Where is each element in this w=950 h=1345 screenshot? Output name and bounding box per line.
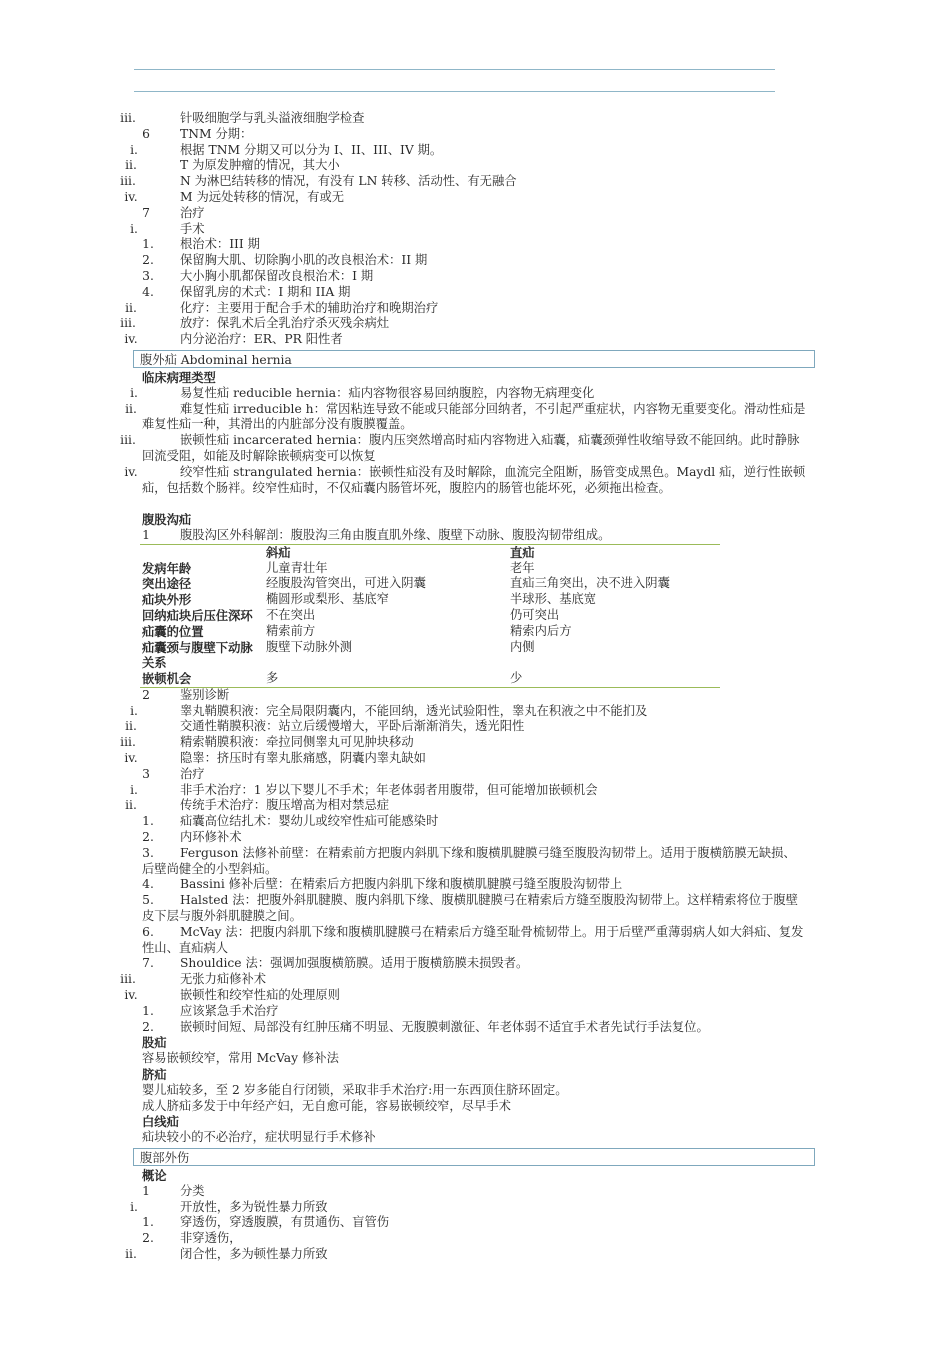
list-item bbox=[0, 127, 950, 143]
section-box-abdominal-hernia: 腹外疝 Abdominal hernia bbox=[133, 350, 815, 368]
list-item: 1 腹股沟区外科解剖：腹股沟三角由腹直肌外缘、腹壁下动脉、腹股沟韧带组成。 bbox=[142, 527, 611, 542]
list-item bbox=[0, 1200, 950, 1216]
list-item bbox=[0, 719, 950, 735]
list-marker: iii. bbox=[120, 111, 136, 125]
list-item bbox=[0, 814, 950, 830]
list-item bbox=[0, 386, 950, 402]
list-item bbox=[0, 253, 950, 269]
header-rule-bottom bbox=[134, 91, 775, 92]
list-item bbox=[0, 783, 950, 799]
list-marker: i. bbox=[130, 385, 138, 400]
list-item bbox=[0, 465, 950, 512]
list-item-text: Halsted 法：把腹外斜肌腱膜、腹内斜肌下缘、腹横肌腱膜弓在精索后方缝至腹股沟韧带上。这样精索将位于腹壁皮下层与腹外斜肌腱膜之间。 bbox=[142, 893, 798, 924]
list-item-text: 难复性疝 irreducible h：常因粘连导致不能或只能部分回纳者，不引起严重症状，内容物无重要变化。滑动性疝是难复性疝一种，其滑出的内脏部分没有腹膜覆盖。 bbox=[142, 401, 806, 432]
list-item bbox=[0, 402, 950, 434]
list-item bbox=[0, 332, 950, 348]
list-marker: i. bbox=[130, 782, 138, 797]
list-item-text: 绞窄性疝 strangulated hernia：嵌顿性疝没有及时解除，血流完全阻断，肠管变成黑色。Maydl 疝，逆行性嵌顿疝，包括数个肠袢。绞窄性疝时，不仅疝囊内肠管坏死，腹腔内的肠管也能坏死，必须拖出检查。 bbox=[142, 464, 806, 495]
list-marker: 4. bbox=[142, 284, 154, 299]
heading-clinical-types: 临床病理类型 bbox=[142, 369, 216, 385]
list-item bbox=[0, 988, 950, 1004]
table-cell: 腹壁下动脉外测 bbox=[266, 639, 353, 654]
list-item-text: Bassini 修补后壁：在精索后方把腹内斜肌下缘和腹横肌腱膜弓缝至腹股沟韧带上 bbox=[180, 877, 623, 892]
list-item bbox=[0, 956, 950, 972]
list-item bbox=[0, 893, 950, 925]
list-item bbox=[0, 1184, 950, 1200]
table-cell: 精索内后方 bbox=[510, 623, 572, 638]
list-item bbox=[0, 158, 950, 174]
row-header-cell: 突出途径 bbox=[142, 576, 192, 592]
list-item-text: 内环修补术 bbox=[180, 830, 242, 845]
list-marker: ii. bbox=[125, 158, 137, 173]
heading-inguinal-hernia: 腹股沟疝 bbox=[142, 512, 192, 528]
list-marker: iv. bbox=[124, 751, 138, 766]
list-item-text: 根据 TNM 分期又可以分为 I、II、III、IV 期。 bbox=[180, 142, 443, 157]
list-item bbox=[0, 846, 950, 878]
list-item-text: 嵌顿性和绞窄性疝的处理原则 bbox=[180, 988, 340, 1003]
paragraph: 容易嵌顿绞窄，常用 McVay 修补法 bbox=[142, 1051, 339, 1066]
list-marker: 4. bbox=[142, 877, 154, 892]
row-header-cell: 回纳疝块后压住深环 bbox=[142, 607, 253, 623]
list-item-text: 睾丸鞘膜积液：完全局限阴囊内，不能回纳，透光试验阳性，睾丸在积液之中不能扪及 bbox=[180, 703, 648, 718]
list-marker: iv. bbox=[124, 464, 138, 479]
document-body bbox=[0, 111, 950, 1263]
list-marker: 3. bbox=[142, 845, 154, 860]
list-item-text: 内分泌治疗：ER、PR 阳性者 bbox=[180, 332, 343, 347]
list-item bbox=[0, 798, 950, 814]
list-item bbox=[0, 925, 950, 957]
list-marker: ii. bbox=[125, 719, 137, 734]
list-item bbox=[0, 143, 950, 159]
list-item bbox=[0, 877, 950, 893]
list-marker: ii. bbox=[125, 1246, 137, 1261]
heading-femoral-hernia: 股疝 bbox=[142, 1035, 167, 1051]
list-item bbox=[0, 1020, 950, 1036]
list-marker: ii. bbox=[125, 401, 137, 416]
list-hernia-types bbox=[0, 386, 950, 512]
paragraph: 婴儿疝较多，至 2 岁多能自行闭锁，采取非手术治疗:用一东西顶住脐环固定。 bbox=[142, 1082, 568, 1097]
list-marker: iii. bbox=[120, 174, 136, 189]
list-item-text: 治疗 bbox=[180, 766, 205, 781]
list-item-text: 化疗：主要用于配合手术的辅助治疗和晚期治疗 bbox=[180, 300, 439, 315]
list-item bbox=[0, 735, 950, 751]
list-marker: i. bbox=[130, 1199, 138, 1214]
list-item bbox=[0, 767, 950, 783]
list-item-text: 易复性疝 reducible hernia：疝内容物很容易回纳腹腔，内容物无病理变化 bbox=[180, 385, 595, 400]
list-marker: 2. bbox=[142, 1231, 154, 1246]
list-item bbox=[0, 285, 950, 301]
list-item-text: 交通性鞘膜积液：站立后缓慢增大，平卧后渐渐消失，透光阳性 bbox=[180, 719, 525, 734]
list-item-text: M 为远处转移的情况，有或无 bbox=[180, 189, 345, 204]
list-item-text: 闭合性，多为顿性暴力所致 bbox=[180, 1246, 328, 1261]
list-item-text: McVay 法：把腹内斜肌下缘和腹横肌腱膜弓在精索后方缝至耻骨梳韧带上。用于后壁严重薄弱病人如大斜疝、复发性山、直疝病人 bbox=[142, 924, 804, 955]
list-item bbox=[0, 206, 950, 222]
list-item-text: 开放性，多为锐性暴力所致 bbox=[180, 1199, 328, 1214]
list-item bbox=[0, 1004, 950, 1020]
list-marker: i. bbox=[130, 221, 138, 236]
list-marker: iv. bbox=[124, 332, 138, 347]
row-header-cell: 发病年龄 bbox=[142, 560, 192, 576]
list-item-text: 手术 bbox=[180, 221, 205, 236]
list-item-text: Ferguson 法修补前壁：在精索前方把腹内斜肌下缘和腹横肌腱膜弓缝至腹股沟韧带上。适用于腹横筋膜无缺损、后壁尚健全的小型斜疝。 bbox=[142, 845, 796, 876]
header-rule-top bbox=[134, 69, 775, 70]
list-item-text: 精索鞘膜积液：牵拉同侧睾丸可见肿块移动 bbox=[180, 735, 414, 750]
list-item bbox=[0, 830, 950, 846]
list-marker: ii. bbox=[125, 798, 137, 813]
list-marker: iii. bbox=[120, 972, 136, 987]
list-marker: i. bbox=[130, 142, 138, 157]
hernia-comparison-table bbox=[140, 544, 720, 688]
list-item-text: 非手术治疗：1 岁以下婴儿不手术；年老体弱者用腹带，但可能增加嵌顿机会 bbox=[180, 782, 598, 797]
list-item-text: 传统手术治疗：腹压增高为相对禁忌症 bbox=[180, 798, 390, 813]
list-classification bbox=[0, 1184, 950, 1263]
table-row bbox=[140, 624, 720, 640]
list-item bbox=[0, 751, 950, 767]
list-item bbox=[0, 1247, 950, 1263]
list-marker: iii. bbox=[120, 735, 136, 750]
table-row bbox=[140, 608, 720, 624]
list-marker: iv. bbox=[124, 189, 138, 204]
row-header-cell: 疝块外形 bbox=[142, 592, 192, 608]
table-row bbox=[140, 561, 720, 577]
list-item-text: 隐睾：挤压时有睾丸胀痛感，阴囊内睾丸缺如 bbox=[180, 751, 426, 766]
list-marker: iii. bbox=[120, 433, 136, 448]
list-marker: iv. bbox=[124, 988, 138, 1003]
heading-umbilical-hernia: 脐疝 bbox=[142, 1067, 167, 1083]
list-item bbox=[0, 433, 950, 465]
table-row bbox=[140, 671, 720, 687]
list-item bbox=[0, 1231, 950, 1247]
heading-white-line-hernia: 白线疝 bbox=[142, 1114, 179, 1130]
list-item-text: Shouldice 法：强调加强腹横筋膜。适用于腹横筋膜未损毁者。 bbox=[180, 956, 529, 971]
list-marker: 3. bbox=[142, 268, 154, 283]
list-marker: 7 bbox=[142, 205, 150, 220]
list-item-text: 疝囊高位结扎术：婴幼儿或绞窄性疝可能感染时 bbox=[180, 814, 439, 829]
list-item-text: 放疗：保乳术后全乳治疗杀灭残余病灶 bbox=[180, 316, 390, 331]
list-marker: 5. bbox=[142, 893, 154, 908]
list-marker: 1. bbox=[142, 814, 154, 829]
list-marker: 2. bbox=[142, 1019, 154, 1034]
list-diagnosis-treatment bbox=[0, 688, 950, 1036]
table-cell: 不在突出 bbox=[266, 607, 316, 622]
list-item-text: 应该紧急手术治疗 bbox=[180, 1003, 279, 1018]
table-cell: 老年 bbox=[510, 560, 535, 575]
table-cell: 精索前方 bbox=[266, 623, 316, 638]
table-header-row: 斜疝 直疝 bbox=[140, 544, 720, 560]
list-item-text: 保留乳房的术式：I 期和 IIA 期 bbox=[180, 284, 351, 299]
list-item-text: 非穿透伤， bbox=[180, 1231, 242, 1246]
table-cell: 儿童青壮年 bbox=[266, 560, 328, 575]
list-item-text: 无张力疝修补术 bbox=[180, 972, 267, 987]
list-marker: 1 bbox=[142, 1183, 150, 1198]
list-marker: 2. bbox=[142, 830, 154, 845]
list-item bbox=[0, 1215, 950, 1231]
list-marker: 1. bbox=[142, 237, 154, 252]
list-item-text: 大小胸小肌都保留改良根治术：I 期 bbox=[180, 268, 374, 283]
list-marker: ii. bbox=[125, 300, 137, 315]
list-item bbox=[0, 111, 950, 127]
row-header-cell: 疝囊的位置 bbox=[142, 623, 204, 639]
list-marker: 6 bbox=[142, 126, 150, 141]
list-item-text: 根治术：III 期 bbox=[180, 237, 260, 252]
list-item bbox=[0, 704, 950, 720]
heading-overview: 概论 bbox=[142, 1168, 167, 1183]
list-item-text: 嵌顿性疝 incarcerated hernia：腹内压突然增高时疝内容物进入疝囊，疝囊颈弹性收缩导致不能回纳。此时静脉回流受阻，如能及时解除嵌顿病变可以恢复 bbox=[142, 433, 800, 463]
paragraph: 疝块较小的不必治疗，症状明显行手术修补 bbox=[142, 1130, 376, 1145]
list-item-text: 嵌顿时间短、局部没有红肿压痛不明显、无腹膜刺激征、年老体弱不适宜手术者先试行手法复位。 bbox=[180, 1019, 709, 1034]
list-item-text: 穿透伤，穿透腹膜，有贯通伤、盲管伤 bbox=[180, 1215, 390, 1230]
table-cell: 多 bbox=[264, 671, 508, 687]
list-marker: 2 bbox=[142, 687, 150, 702]
list-marker: 7. bbox=[142, 956, 154, 971]
table-row bbox=[140, 592, 720, 608]
table-cell: 少 bbox=[508, 671, 720, 687]
list-item-text: 治疗 bbox=[180, 205, 205, 220]
table-cell: 内侧 bbox=[510, 639, 535, 654]
list-item-text: 鉴别诊断 bbox=[180, 687, 230, 702]
list-marker: iii. bbox=[120, 316, 136, 331]
list-item bbox=[0, 174, 950, 190]
section-box-abdominal-trauma: 腹部外伤 bbox=[133, 1148, 815, 1166]
list-marker: 6. bbox=[142, 924, 154, 939]
list-item bbox=[0, 190, 950, 206]
list-marker: 1. bbox=[142, 1003, 154, 1018]
table-row bbox=[140, 640, 720, 672]
list-item bbox=[0, 972, 950, 988]
table-cell: 椭圆形或梨形、基底窄 bbox=[266, 592, 389, 607]
list-marker: 2. bbox=[142, 253, 154, 268]
table-row bbox=[140, 576, 720, 592]
list-item-text: 针吸细胞学与乳头溢液细胞学检查 bbox=[180, 111, 365, 125]
row-header-cell: 嵌顿机会 bbox=[140, 671, 264, 687]
list-breast-cancer bbox=[0, 111, 950, 348]
list-item-text: N 为淋巴结转移的情况，有没有 LN 转移、活动性、有无融合 bbox=[180, 174, 517, 189]
list-item bbox=[0, 222, 950, 238]
list-item bbox=[0, 301, 950, 317]
table-cell: 直疝三角突出，决不进入阴囊 bbox=[510, 576, 670, 591]
list-item bbox=[0, 237, 950, 253]
table-cell: 半球形、基底宽 bbox=[510, 592, 597, 607]
list-item-text: 分类 bbox=[180, 1183, 205, 1198]
table-cell: 仍可突出 bbox=[510, 607, 560, 622]
list-item bbox=[0, 269, 950, 285]
row-header-cell: 疝囊颈与腹壁下动脉关系 bbox=[142, 639, 253, 671]
list-item-text: TNM 分期： bbox=[180, 126, 253, 141]
list-item bbox=[0, 688, 950, 704]
paragraph: 成人脐疝多发于中年经产妇，无自愈可能，容易嵌顿绞窄，尽早手术 bbox=[142, 1098, 511, 1113]
list-marker: 1. bbox=[142, 1215, 154, 1230]
list-item-text: T 为原发肿瘤的情况，其大小 bbox=[180, 158, 340, 173]
list-item bbox=[0, 316, 950, 332]
table-cell: 经腹股沟管突出，可进入阴囊 bbox=[266, 576, 426, 591]
list-marker: i. bbox=[130, 703, 138, 718]
list-marker: 3 bbox=[142, 766, 150, 781]
list-item-text: 保留胸大肌、切除胸小肌的改良根治术：II 期 bbox=[180, 253, 428, 268]
